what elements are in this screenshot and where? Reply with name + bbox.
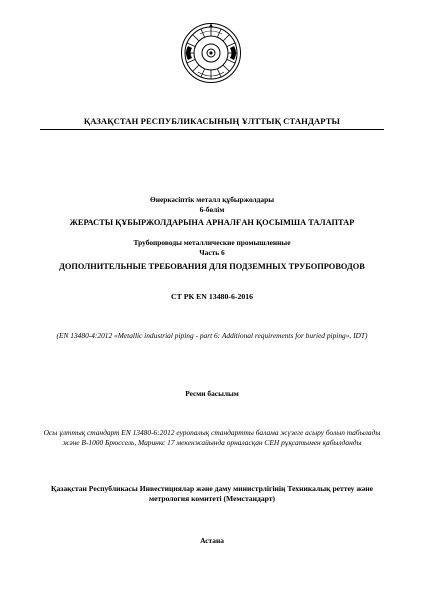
- publisher: Қазақстан Республикасы Инвестициялар және даму министрлігінің Техникалық реттеу және метрология комитеті (Мемстандарт): [50, 484, 373, 503]
- standard-designation: СТ РК EN 13480-6-2016: [170, 292, 254, 301]
- publication-city: Астана: [200, 536, 224, 545]
- title-ru-part: Часть 6: [199, 248, 225, 257]
- heading-underline: [40, 129, 384, 130]
- standard-type-heading: ҚАЗАҚСТАН РЕСПУБЛИКАСЫНЫҢ ҰЛТТЫҚ СТАНДАРТЫ: [83, 116, 341, 126]
- source-standard-reference: (EN 13480-4:2012 «Metallic industrial piping - part 6: Additional requirements for buried piping», IDT): [56, 331, 368, 340]
- title-kz-part: 6-бөлім: [199, 205, 225, 214]
- adoption-note: Осы ұлттық стандарт EN 13480-6:2012 еуропалық стандартты балама жүзеге асыру болып табылады және B-1000 Брюссель, Маринкс 17 мекенжайында орналасқан СЕН рұқсатымен қабылданды: [43, 428, 381, 447]
- title-kz-line-1: Өнеркәсіптік металл құбыржолдары: [149, 195, 275, 204]
- state-emblem-icon: [180, 22, 242, 84]
- title-ru-line-1: Трубопроводы металлические промышленные: [133, 238, 291, 247]
- edition-label: Ресми басылым: [185, 389, 239, 398]
- title-kz-main: ЖЕРАСТЫ ҚҰБЫРЖОЛДАРЫНА АРНАЛҒАН ҚОСЫМША ТАЛАПТАР: [69, 218, 355, 227]
- title-ru-main: ДОПОЛНИТЕЛЬНЫЕ ТРЕБОВАНИЯ ДЛЯ ПОДЗЕМНЫХ ТРУБОПРОВОДОВ: [59, 262, 365, 271]
